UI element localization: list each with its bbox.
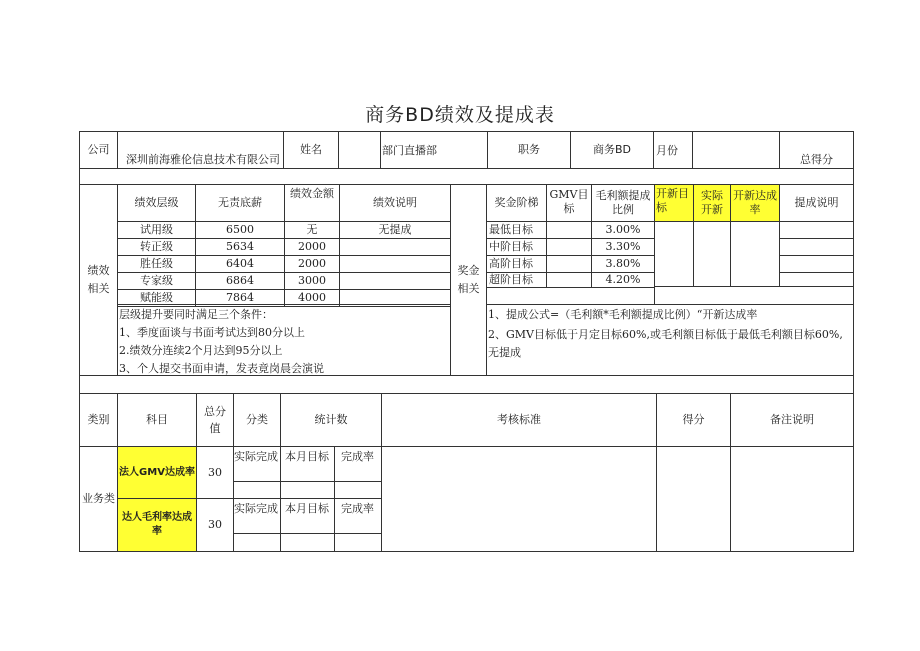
- stat-label: 本月目标: [285, 502, 329, 515]
- bonus-notes: [486, 304, 854, 376]
- bonus-cell: [546, 221, 592, 239]
- bonus-header-new-target: 开新目标: [654, 184, 694, 222]
- stat-cell: [233, 498, 281, 534]
- assess-score: 30: [196, 446, 234, 499]
- total-cell: [779, 131, 854, 169]
- actual-new-value[interactable]: [693, 221, 731, 287]
- perf-cell: 转正级: [117, 238, 196, 256]
- bonus-desc-row: [779, 272, 854, 287]
- assess-subject: 法人GMV达成率: [117, 446, 197, 499]
- bonus-cell: [546, 272, 592, 288]
- perf-cell: 2000: [284, 238, 340, 256]
- bonus-desc-row: [779, 255, 854, 273]
- bonus-header-desc: 提成说明: [779, 184, 854, 222]
- perf-header-amount: 绩效金额: [284, 184, 340, 222]
- bonus-cell: 3.30%: [591, 238, 655, 256]
- assess-subject: 达人毛利率达成率: [117, 498, 197, 552]
- stat-value[interactable]: [280, 481, 335, 499]
- month-value[interactable]: [692, 131, 780, 169]
- perf-cell: 无: [284, 221, 340, 239]
- perf-cell: [339, 238, 451, 256]
- total-label: 总得分: [800, 153, 833, 166]
- perf-note: 1、季度面谈与书面考试达到80分以上: [119, 326, 305, 339]
- dept-label: 部门: [382, 144, 404, 157]
- bonus-cell: 中阶目标: [486, 238, 547, 256]
- stat-value[interactable]: [280, 533, 335, 552]
- assess-points-value[interactable]: [656, 446, 731, 552]
- perf-note: 2.绩效分连续2个月达到95分以上: [119, 344, 283, 357]
- bonus-header-gmv: GMV目标: [546, 184, 592, 222]
- new-target-value[interactable]: [654, 221, 694, 287]
- page-title: 商务BD绩效及提成表: [365, 104, 555, 126]
- perf-section-label: 绩效相关: [79, 184, 118, 376]
- company-value-cell: [117, 131, 284, 169]
- bonus-cell: 最低目标: [486, 221, 547, 239]
- bonus-section-label: 奖金相关: [450, 184, 487, 376]
- perf-cell: [339, 255, 451, 273]
- perf-cell: 胜任级: [117, 255, 196, 273]
- assess-header-type: 分类: [233, 393, 281, 447]
- dept-value: 直播部: [404, 144, 437, 157]
- perf-cell: 4000: [284, 289, 340, 307]
- company-label: 公司: [79, 131, 118, 169]
- stat-label: 实际完成: [234, 450, 278, 463]
- assess-standard-value[interactable]: [381, 446, 657, 552]
- stat-label: 本月目标: [285, 450, 329, 463]
- bonus-cell: 超阶目标: [486, 272, 547, 288]
- bonus-header-rate: 毛利额提成比例: [591, 184, 655, 222]
- perf-header-level: 绩效层级: [117, 184, 196, 222]
- spacer-row: [79, 375, 854, 394]
- assess-header-stats: 统计数: [280, 393, 382, 447]
- spacer-row: [79, 168, 854, 185]
- company-value: 深圳前海雅伦信息技术有限公司: [126, 153, 280, 166]
- assess-category: 业务类: [79, 446, 118, 552]
- new-rate-value[interactable]: [730, 221, 780, 287]
- perf-cell: 7864: [195, 289, 285, 307]
- bonus-cell: 4.20%: [591, 272, 655, 288]
- perf-note: 3、个人提交书面申请，发表竟岗晨会演说: [119, 362, 324, 375]
- dept-cell: [380, 131, 488, 169]
- name-label: 姓名: [283, 131, 339, 169]
- perf-cell: 3000: [284, 272, 340, 290]
- perf-cell: 6404: [195, 255, 285, 273]
- perf-cell: 2000: [284, 255, 340, 273]
- perf-header-desc: 绩效说明: [339, 184, 451, 222]
- perf-cell: 5634: [195, 238, 285, 256]
- bonus-desc-row: [779, 238, 854, 256]
- assess-header-category: 类别: [79, 393, 118, 447]
- perf-header-salary: 无责底薪: [195, 184, 285, 222]
- performance-table: [79, 131, 854, 551]
- assess-header-points: 得分: [656, 393, 731, 447]
- stat-cell: [233, 446, 281, 482]
- bonus-cell: 3.80%: [591, 255, 655, 273]
- bonus-header-actual-new: 实际开新: [693, 184, 731, 222]
- stat-label: 完成率: [341, 450, 374, 463]
- assess-header-subject: 科目: [117, 393, 197, 447]
- perf-cell: 赋能级: [117, 289, 196, 307]
- perf-cell: 试用级: [117, 221, 196, 239]
- bonus-cell: 3.00%: [591, 221, 655, 239]
- bonus-cell: [546, 238, 592, 256]
- assess-header-standard: 考核标准: [381, 393, 657, 447]
- perf-cell: 无提成: [339, 221, 451, 239]
- stat-label: 完成率: [341, 502, 374, 515]
- bonus-note: 1、提成公式=（毛利额*毛利额提成比例）“开新达成率: [488, 308, 758, 321]
- bonus-note: 2、GMV目标低于月定目标60%,或毛利额目标低于最低毛利额目标60%,无提成: [488, 328, 843, 359]
- perf-notes: [117, 304, 451, 376]
- perf-cell: 6864: [195, 272, 285, 290]
- stat-label: 实际完成: [234, 502, 278, 515]
- bonus-cell: [546, 255, 592, 273]
- bonus-blank-row: [654, 286, 854, 305]
- perf-note: 层级提升要同时满足三个条件：: [119, 308, 273, 321]
- name-value[interactable]: [338, 131, 381, 169]
- stat-cell: [280, 498, 335, 534]
- perf-cell: 专家级: [117, 272, 196, 290]
- bonus-header-new-rate: 开新达成率: [730, 184, 780, 222]
- stat-value[interactable]: [233, 533, 281, 552]
- assess-header-score: 总分值: [196, 393, 234, 447]
- month-label: 月份: [656, 144, 678, 157]
- perf-cell: 6500: [195, 221, 285, 239]
- bonus-cell: 高阶目标: [486, 255, 547, 273]
- stat-cell: [334, 446, 382, 482]
- bonus-desc-row: [779, 221, 854, 239]
- perf-cell: [339, 272, 451, 290]
- position-label: 职务: [487, 131, 571, 169]
- position-value: 商务BD: [570, 131, 654, 169]
- assess-header-remark: 备注说明: [730, 393, 854, 447]
- assess-score: 30: [196, 498, 234, 552]
- stat-cell: [280, 446, 335, 482]
- stat-cell: [334, 498, 382, 534]
- stat-value[interactable]: [334, 481, 382, 499]
- assess-remark-value[interactable]: [730, 446, 854, 552]
- stat-value[interactable]: [233, 481, 281, 499]
- stat-value[interactable]: [334, 533, 382, 552]
- month-cell: [653, 131, 693, 169]
- bonus-header-tier: 奖金阶梯: [486, 184, 547, 222]
